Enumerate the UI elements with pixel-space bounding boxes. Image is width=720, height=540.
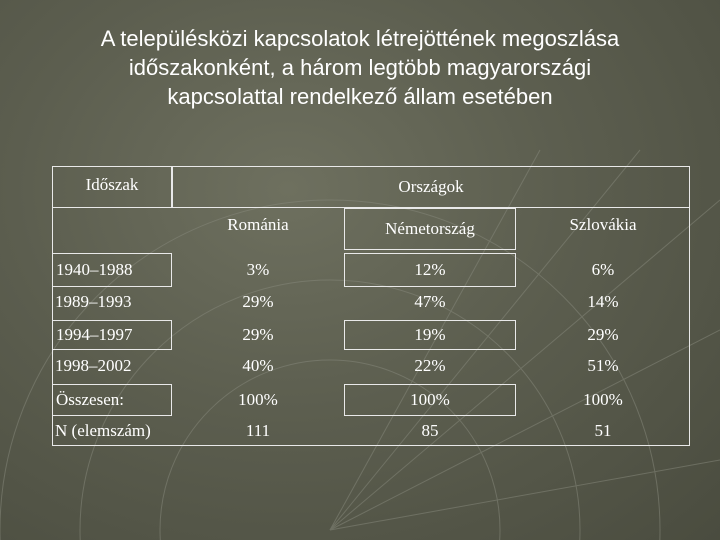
- row-2-value-romania: 29%: [242, 292, 274, 311]
- row-2-value-germany: 47%: [414, 292, 446, 311]
- row-2-value-slovakia: 14%: [587, 292, 619, 311]
- row-4-value-slovakia: 51%: [587, 356, 619, 375]
- row-5-value-slovakia: 100%: [583, 390, 623, 409]
- row-4-period: 1998–2002: [55, 356, 132, 375]
- title-line-3: kapcsolattal rendelkező állam esetében: [167, 84, 553, 109]
- row-6-value-romania: 111: [245, 421, 271, 440]
- row-6-value-germany: 85: [421, 421, 439, 440]
- header-country-germany: Németország: [344, 208, 516, 250]
- row-3-value-germany: 19%: [344, 320, 516, 350]
- header-countries: Országok: [172, 166, 690, 208]
- header-country-romania: Románia: [227, 215, 289, 234]
- row-4-value-romania: 40%: [242, 356, 274, 375]
- row-3-period: 1994–1997: [52, 320, 172, 350]
- row-6-value-slovakia: 51: [594, 421, 612, 440]
- row-3-value-slovakia: 29%: [587, 325, 619, 344]
- row-1-value-slovakia: 6%: [591, 260, 615, 279]
- header-period: Időszak: [52, 166, 172, 208]
- row-5-period: Összesen:: [52, 384, 172, 416]
- row-5-value-romania: 100%: [238, 390, 278, 409]
- row-1-value-romania: 3%: [246, 260, 270, 279]
- header-country-slovakia: Szlovákia: [569, 215, 637, 234]
- table-frame: [52, 166, 690, 446]
- row-6-period: N (elemszám): [55, 421, 151, 440]
- title-line-1: A településközi kapcsolatok létrejöttének megoszlása: [100, 26, 620, 51]
- row-4-value-germany: 22%: [414, 356, 446, 375]
- row-1-value-germany: 12%: [344, 253, 516, 287]
- row-1-period: 1940–1988: [52, 253, 172, 287]
- row-5-value-germany: 100%: [344, 384, 516, 416]
- row-2-period: 1989–1993: [55, 292, 132, 311]
- title-line-2: időszakonként, a három legtöbb magyarországi: [128, 55, 592, 80]
- row-3-value-romania: 29%: [242, 325, 274, 344]
